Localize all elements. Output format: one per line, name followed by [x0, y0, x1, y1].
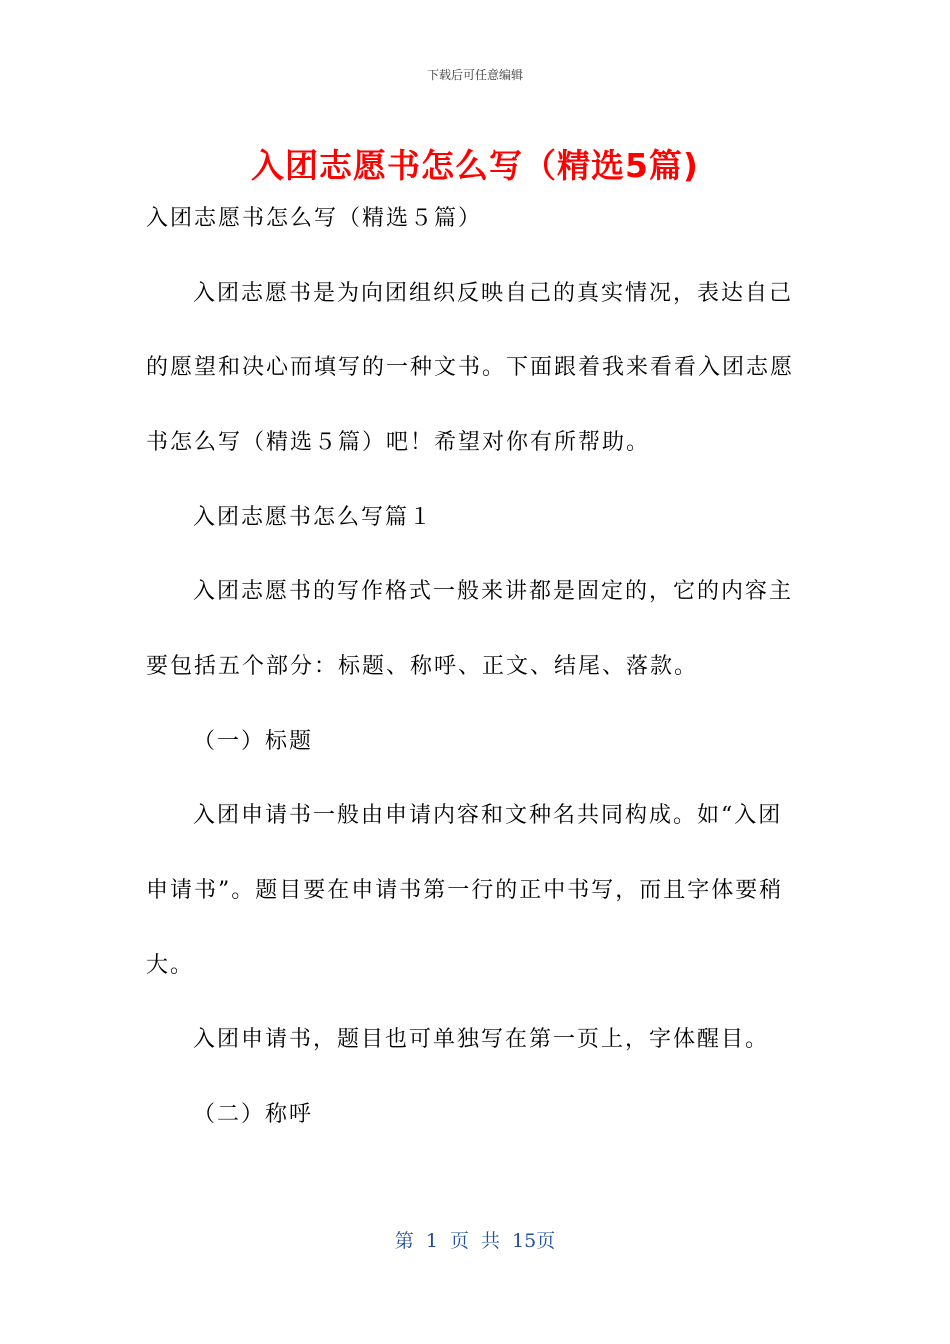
paragraph-line: 要包括五个部分：标题、称呼、正文、结尾、落款。 [146, 654, 699, 679]
paragraph-line: 的愿望和决心而填写的一种文书。下面跟着我来看看入团志愿 [146, 355, 795, 380]
document-title: 入团志愿书怎么写（精选5篇) [250, 146, 700, 185]
paragraph-line: 大。 [146, 953, 195, 978]
subsection-heading: （二）称呼 [193, 1102, 314, 1127]
paragraph-line: 入团志愿书怎么写（精选５篇） [146, 206, 483, 231]
page-number-footer: 第 1 页 共 15页 [394, 1230, 556, 1252]
paragraph-line: 入团申请书一般由申请内容和文种名共同构成。如“入团 [193, 803, 783, 828]
paragraph-line: 入团申请书，题目也可单独写在第一页上，字体醒目。 [193, 1027, 770, 1052]
paragraph-line: 书怎么写（精选５篇）吧！希望对你有所帮助。 [146, 430, 651, 455]
paragraph-line: 入团志愿书是为向团组织反映自己的真实情况，表达自己 [193, 281, 794, 306]
paragraph-line: 申请书”。题目要在申请书第一行的正中书写，而且字体要稍 [146, 878, 784, 903]
paragraph-line: 入团志愿书的写作格式一般来讲都是固定的，它的内容主 [193, 579, 794, 604]
section-heading: 入团志愿书怎么写篇１ [193, 505, 434, 530]
subsection-heading: （一）标题 [193, 729, 314, 754]
header-note: 下载后可任意编辑 [426, 68, 523, 82]
